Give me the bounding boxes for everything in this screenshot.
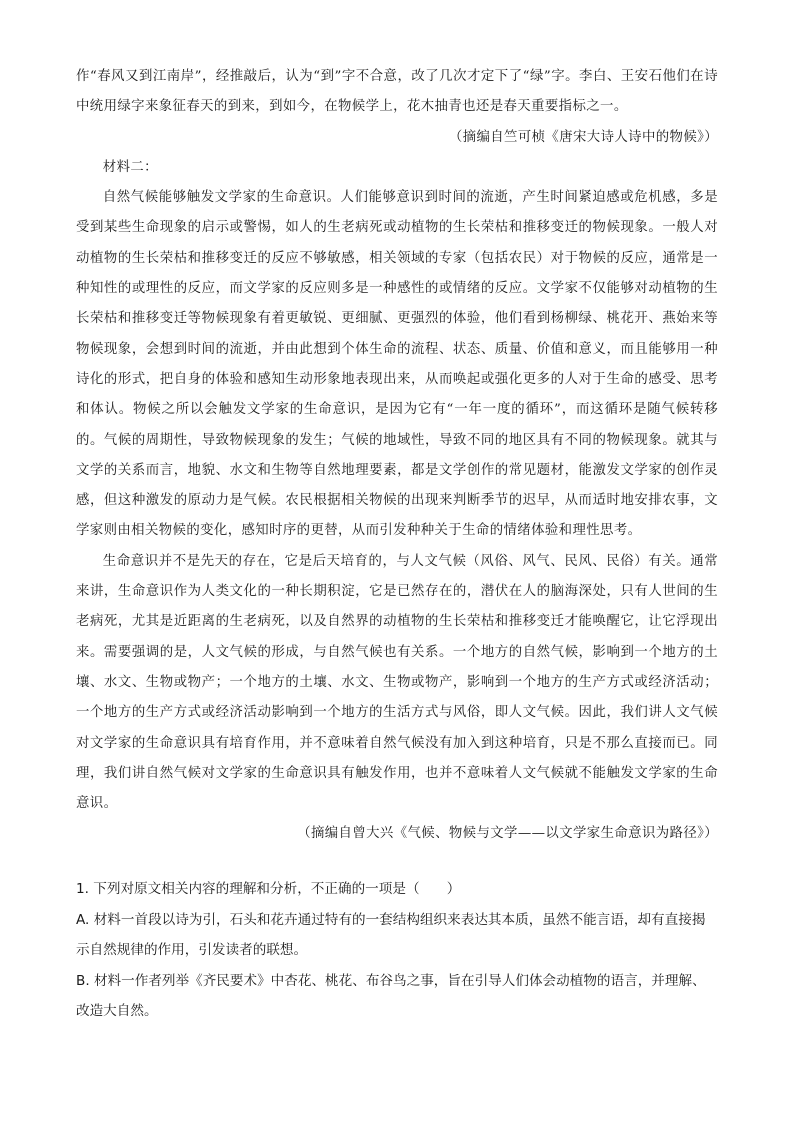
question-1-stem: 1. 下列对原文相关内容的理解和分析，不正确的一项是（ ） [76, 881, 461, 897]
reading-passage [76, 62, 718, 850]
material-2-paragraph-1: 自然气候能够触发文学家的生命意识。人们能够意识到时间的流逝，产生时间紧迫感或危机感，多是受到某些生命现象的启示或警惕，如人的生老病死或动植物的生长荣枯和推移变迁的物候现象。一般人对动植物的生长荣枯和推移变迁的反应不够敏感，相关领域的专家（包括农民）对于物候的反应，通常是一种知性的或理性的反应，而文学家的反应则多是一种感性的或情绪的反应。文学家不仅能够对动植物的生长荣枯和推移变迁等物候现象有着更敏锐、更细腻、更强烈的体验，他们看到杨柳绿、桃花开、燕始来等物候现象，会想到时间的流逝，并由此想到个体生命的流程、状态、质量、价值和意义，而且能够用一种诗化的形式，把自身的体验和感知生动形象地表现出来，从而唤起或强化更多的人对于生命的感受、思考和体认。物候之所以会触发文学家的生命意识，是因为它有“一年一度的循环”，而这循环是随气候转移的。气候的周期性，导致物候现象的发生；气候的地域性，导致不同的地区具有不同的物候现象。就其与文学的关系而言，地貌、水文和生物等自然地理要素，都是文学创作的常见题材，能激发文学家的创作灵感，但这种激发的原动力是气候。农民根据相关物候的出现来判断季节的迟早，从而适时地安排农事，文学家则由相关物候的变化，感知时序的更替，从而引发种种关于生命的情绪体验和理性思考。 [76, 190, 718, 539]
source-citation-2: （摘编自曾大兴《气候、物候与文学——以文学家生命意识为路径》） [297, 826, 718, 842]
question-section [76, 874, 718, 1027]
question-1-option-a: A. 材料一首段以诗为引，石头和花卉通过特有的一套结构组织来表达其本质，虽然不能言语，却有直接揭示自然规律的作用，引发读者的联想。 [76, 911, 706, 958]
material-2-heading: 材料二： [102, 159, 158, 175]
material-2-paragraph-2: 生命意识并不是先天的存在，它是后天培育的，与人文气候（风俗、风气、民风、民俗）有关。通常来讲，生命意识作为人类文化的一种长期积淀，它是已然存在的，潜伏在人的脑海深处，只有人世间的生老病死，尤其是近距离的生老病死，以及自然界的动植物的生长荣枯和推移变迁才能唤醒它，让它浮现出来。需要强调的是，人文气候的形成，与自然气候也有关系。一个地方的自然气候，影响到一个地方的土壤、水文、生物或物产；一个地方的土壤、水文、生物或物产，影响到一个地方的生产方式或经济活动；一个地方的生产方式或经济活动影响到一个地方的生活方式与风俗，即人文气候。因此，我们讲人文气候对文学家的生命意识具有培育作用，并不意味着自然气候没有加入到这种培育，只是不那么直接而已。同理，我们讲自然气候对文学家的生命意识具有触发作用，也并不意味着人文气候就不能触发文学家的生命意识。 [76, 553, 718, 812]
intro-paragraph-tail: 作“春风又到江南岸”，经推敲后，认为“到”字不合意，改了几次才定下了“绿”字。李白、王安石他们在诗中统用绿字来象征春天的到来，到如今，在物候学上，花木抽青也还是春天重要指标之一。 [76, 69, 718, 115]
question-1-option-b: B. 材料一作者列举《齐民要术》中杏花、桃花、布谷鸟之事，旨在引导人们体会动植物的语言，并理解、改造大自然。 [76, 972, 706, 1019]
source-citation-1: （摘编自竺可桢《唐宋大诗人诗中的物候》） [448, 129, 718, 145]
